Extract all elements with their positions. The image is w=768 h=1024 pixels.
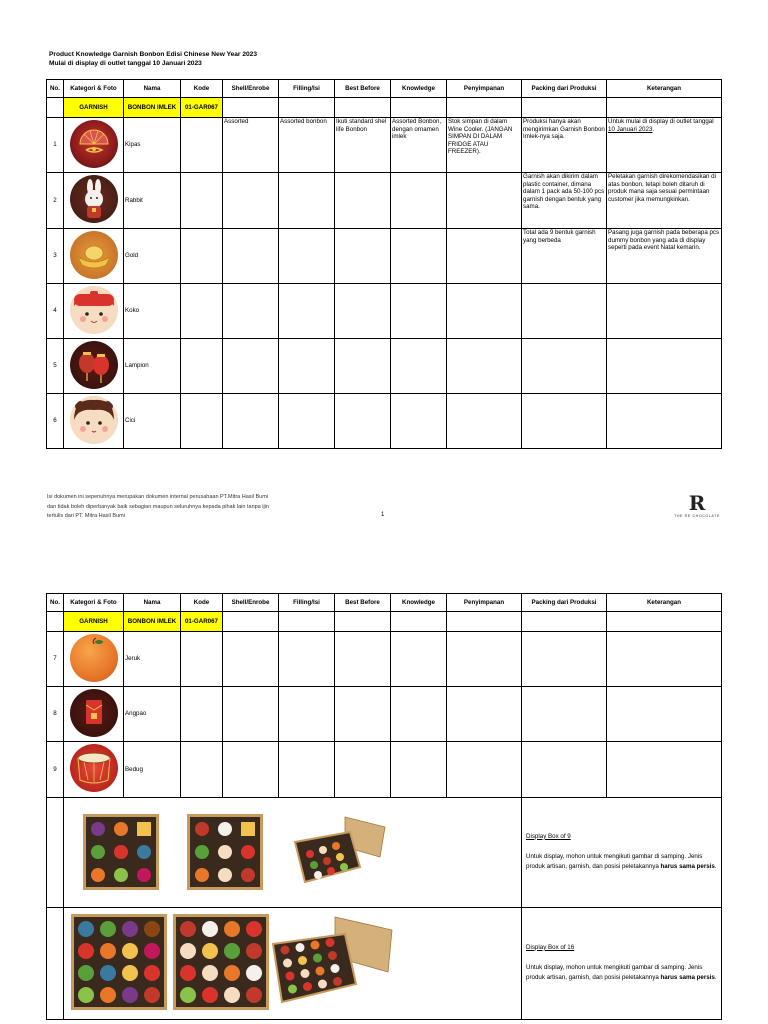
logo-letter: R bbox=[688, 491, 706, 515]
product-photo bbox=[64, 394, 124, 449]
header-knowledge: Knowledge bbox=[391, 594, 447, 612]
product-name: Gold bbox=[124, 229, 181, 284]
display-box-9-description: Untuk display, mohon untuk mengikuti gambar di samping. Jenis produk artisan, garnish, dan posisi peletakannya harus sama persis. bbox=[526, 853, 717, 871]
product-table-page-2 bbox=[46, 593, 722, 1020]
row-number: 1 bbox=[47, 118, 64, 173]
fan-bonbon-icon bbox=[70, 120, 118, 168]
header-filling: Filling/Isi bbox=[279, 594, 335, 612]
header-no: No. bbox=[47, 594, 64, 612]
table-row bbox=[47, 394, 722, 449]
display-box-16-description: Untuk display, mohon untuk mengikuti gambar di samping. Jenis produk artisan, garnish, dan posisi peletakannya harus sama persis. bbox=[526, 964, 717, 982]
row-number: 9 bbox=[47, 742, 64, 798]
packing-value: Total ada 9 bentuk garnish yang berbeda bbox=[522, 229, 607, 284]
category-label: GARNISH bbox=[64, 98, 124, 118]
table-row bbox=[47, 229, 722, 284]
row-number: 8 bbox=[47, 687, 64, 742]
header-nama: Nama bbox=[124, 80, 181, 98]
box-of-9-open-lid-image bbox=[290, 812, 390, 892]
packing-value: Garnish akan dikirim dalam plastic container, dimana dalam 1 pack ada 50-100 pcs garnish dengan bentuk yang sama. bbox=[522, 173, 607, 229]
knowledge-value: Assorted Bonbon, dengan ornamen imlek bbox=[391, 118, 447, 173]
keterangan-value: Peletakan garnish direkomendasikan di atas bonbon, tetapi boleh ditaruh di produk mana saja sesuai permintaan customer jika memungkinkan. bbox=[607, 173, 722, 229]
category-row bbox=[47, 612, 722, 632]
gold-ingot-bonbon-icon bbox=[70, 231, 118, 279]
header-nama: Nama bbox=[124, 594, 181, 612]
row-number: 2 bbox=[47, 173, 64, 229]
header-shell: Shell/Enrobe bbox=[223, 594, 279, 612]
header-keterangan: Keterangan bbox=[607, 594, 722, 612]
display-date: 10 Januari 2023 bbox=[608, 125, 653, 133]
box-of-16-top-view-image bbox=[71, 914, 167, 1010]
header-keterangan: Keterangan bbox=[607, 80, 722, 98]
box-of-9-top-view-image bbox=[83, 814, 159, 890]
box-of-16-open-lid-image bbox=[270, 912, 395, 1012]
category-code: 01-GAR067 bbox=[181, 612, 223, 632]
category-name: BONBON IMLEK bbox=[124, 98, 181, 118]
header-knowledge: Knowledge bbox=[391, 80, 447, 98]
page-separator bbox=[0, 540, 768, 570]
keterangan-value: Untuk mulai di display di outlet tanggal 10 Januari 2023. bbox=[607, 118, 722, 173]
product-name: Jeruk bbox=[124, 632, 181, 687]
table-row bbox=[47, 284, 722, 339]
header-kode: Kode bbox=[181, 594, 223, 612]
product-photo bbox=[64, 229, 124, 284]
koko-face-bonbon-icon bbox=[70, 286, 118, 334]
product-name: Bedug bbox=[124, 742, 181, 798]
display-box-9-info bbox=[522, 798, 722, 908]
header-best-before: Best Before bbox=[335, 594, 391, 612]
category-row bbox=[47, 98, 722, 118]
display-box-9-row bbox=[47, 798, 722, 908]
page-number: 1 bbox=[381, 512, 385, 518]
box-of-16-garnish-view-image bbox=[173, 914, 269, 1010]
header-packing: Packing dari Produksi bbox=[522, 594, 607, 612]
category-code: 01-GAR067 bbox=[181, 98, 223, 118]
table-header-row bbox=[47, 594, 722, 612]
shell-value: Assorted bbox=[223, 118, 279, 173]
product-photo bbox=[64, 118, 124, 173]
title-line-1: Product Knowledge Garnish Bonbon Edisi Chinese New Year 2023 bbox=[49, 51, 257, 58]
header-kode: Kode bbox=[181, 80, 223, 98]
row-number: 6 bbox=[47, 394, 64, 449]
header-shell: Shell/Enrobe bbox=[223, 80, 279, 98]
product-name: Kipas bbox=[124, 118, 181, 173]
table-row bbox=[47, 742, 722, 798]
table-row bbox=[47, 687, 722, 742]
orange-bonbon-icon bbox=[70, 634, 118, 682]
display-box-16-title: Display Box of 16 bbox=[526, 943, 575, 951]
header-kategori: Kategori & Foto bbox=[64, 594, 124, 612]
confidentiality-notice: Isi dokumen ini sepenuhnya merupakan dokumen internal perusahaan PT.Mitra Hasil Bumi dan tidak boleh diperbanyak baik sebagian maupun seluruhnya kepada pihak lain tanpa ijin tertulis dari PT. Mitra Hasil Bumi bbox=[47, 494, 269, 519]
table-row bbox=[47, 118, 722, 173]
product-photo bbox=[64, 742, 124, 798]
rabbit-bonbon-icon bbox=[70, 175, 118, 223]
product-name: Koko bbox=[124, 284, 181, 339]
document-page-2 bbox=[0, 570, 768, 1024]
product-photo bbox=[64, 173, 124, 229]
display-box-9-photos bbox=[64, 798, 522, 908]
table-row bbox=[47, 632, 722, 687]
header-kategori: Kategori & Foto bbox=[64, 80, 124, 98]
product-name: Cici bbox=[124, 394, 181, 449]
header-best-before: Best Before bbox=[335, 80, 391, 98]
category-label: GARNISH bbox=[64, 612, 124, 632]
company-logo bbox=[670, 492, 724, 518]
category-name: BONBON IMLEK bbox=[124, 612, 181, 632]
header-penyimpanan: Penyimpanan bbox=[447, 80, 522, 98]
product-photo bbox=[64, 632, 124, 687]
document-title bbox=[49, 50, 257, 68]
angpao-bonbon-icon bbox=[70, 689, 118, 737]
row-number: 7 bbox=[47, 632, 64, 687]
best-before-value: Ikuti standard shel life Bonbon bbox=[335, 118, 391, 173]
drum-bonbon-icon bbox=[70, 744, 118, 792]
table-header-row bbox=[47, 80, 722, 98]
keterangan-value: Pasang juga garnish pada beberapa pcs dummy bonbon yang ada di display seperti pada event Natal kemarin. bbox=[607, 229, 722, 284]
display-box-9-title: Display Box of 9 bbox=[526, 832, 571, 840]
product-photo bbox=[64, 687, 124, 742]
header-filling: Filling/Isi bbox=[279, 80, 335, 98]
title-line-2: Mulai di display di outlet tanggal 10 Januari 2023 bbox=[49, 60, 202, 67]
filling-value: Assorted bonbon bbox=[279, 118, 335, 173]
header-packing: Packing dari Produksi bbox=[522, 80, 607, 98]
header-penyimpanan: Penyimpanan bbox=[447, 594, 522, 612]
table-row bbox=[47, 173, 722, 229]
display-box-16-photos bbox=[64, 908, 522, 1020]
product-name: Lampion bbox=[124, 339, 181, 394]
box-of-9-garnish-view-image bbox=[187, 814, 263, 890]
row-number: 4 bbox=[47, 284, 64, 339]
row-number: 3 bbox=[47, 229, 64, 284]
packing-value: Produksi hanya akan mengirimkan Garnish Bonbon Imlek-nya saja. bbox=[522, 118, 607, 173]
display-box-16-row bbox=[47, 908, 722, 1020]
cici-face-bonbon-icon bbox=[70, 396, 118, 444]
row-number: 5 bbox=[47, 339, 64, 394]
product-name: Rabbit bbox=[124, 173, 181, 229]
table-row bbox=[47, 339, 722, 394]
display-box-16-info bbox=[522, 908, 722, 1020]
header-no: No. bbox=[47, 80, 64, 98]
logo-text: THE RE CHOCOLATE bbox=[674, 514, 720, 518]
lantern-bonbon-icon bbox=[70, 341, 118, 389]
product-name: Angpao bbox=[124, 687, 181, 742]
product-photo bbox=[64, 339, 124, 394]
product-table-page-1 bbox=[46, 79, 722, 449]
penyimpanan-value: Stok simpan di dalam Wine Cooler. (JANGAN SIMPAN DI DALAM FRIDGE ATAU FREEZER). bbox=[447, 118, 522, 173]
product-photo bbox=[64, 284, 124, 339]
